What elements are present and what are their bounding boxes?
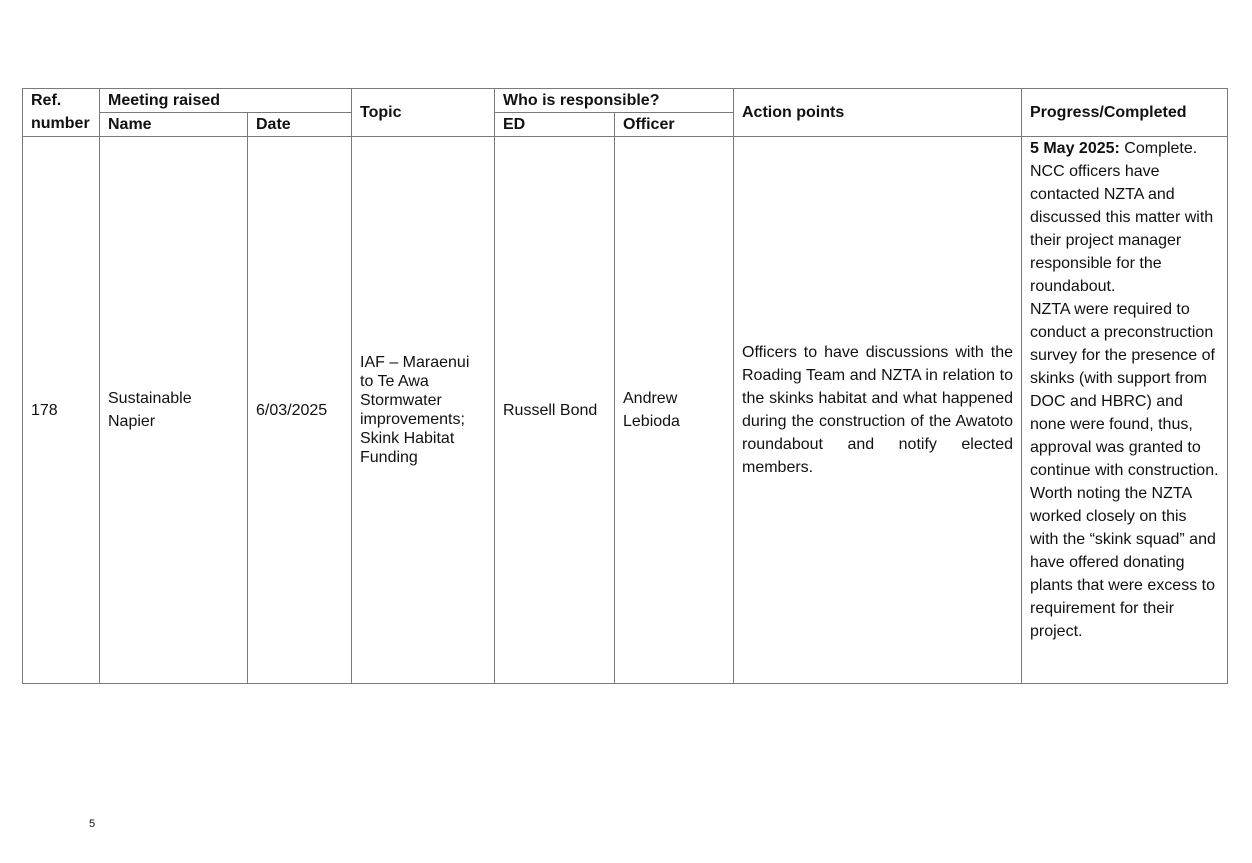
ed-header: ED — [495, 113, 615, 137]
officer-header: Officer — [615, 113, 734, 137]
progress-header: Progress/Completed — [1022, 89, 1228, 137]
action-points-header: Action points — [734, 89, 1022, 137]
who-responsible-header: Who is responsible? — [495, 89, 734, 113]
ref-header-line1: Ref. — [31, 92, 62, 109]
topic-line: improvements; — [360, 411, 465, 428]
topic-line: Stormwater — [360, 392, 442, 409]
progress-text-2: NZTA were required to conduct a preconstruction survey for the presence of skinks (with support from DOC and HBRC) and none were found, thus, approval was granted to continue with construction. Worth noting the NZTA worked closely on this with the “skink squad” and have offered donating plants that were excess to requirement for their project. — [1030, 301, 1219, 640]
name-line1: Sustainable — [108, 390, 192, 407]
header-row-top — [23, 89, 1228, 113]
table-row — [23, 137, 1228, 684]
topic-cell — [352, 137, 495, 684]
ref-cell: 178 — [23, 137, 100, 684]
progress-cell — [1022, 137, 1228, 684]
page-number: 5 — [89, 818, 96, 830]
name-cell — [100, 137, 248, 684]
topic-line: IAF – Maraenui — [360, 354, 470, 371]
topic-line: to Te Awa — [360, 373, 429, 390]
ed-cell: Russell Bond — [495, 137, 615, 684]
topic-header: Topic — [352, 89, 495, 137]
meeting-raised-header: Meeting raised — [100, 89, 352, 113]
progress-date: 5 May 2025: — [1030, 140, 1120, 157]
topic-line: Skink Habitat — [360, 430, 455, 447]
officer-cell — [615, 137, 734, 684]
date-cell: 6/03/2025 — [248, 137, 352, 684]
date-header: Date — [248, 113, 352, 137]
officer-line1: Andrew — [623, 390, 678, 407]
name-line2: Napier — [108, 413, 156, 430]
action-points-cell: Officers to have discussions with the Roading Team and NZTA in relation to the skinks habitat and what happened during the construction of the Awatoto roundabout and notify elected members. — [734, 137, 1022, 684]
topic-line: Funding — [360, 449, 418, 466]
progress-text: Complete. NCC officers have contacted NZTA and discussed this matter with their project manager responsible for the roundabout. — [1030, 140, 1214, 295]
ref-number-header — [23, 89, 100, 137]
action-items-table — [22, 88, 1228, 684]
name-header: Name — [100, 113, 248, 137]
officer-line2: Lebioda — [623, 413, 680, 430]
ref-header-line2: number — [31, 115, 90, 132]
